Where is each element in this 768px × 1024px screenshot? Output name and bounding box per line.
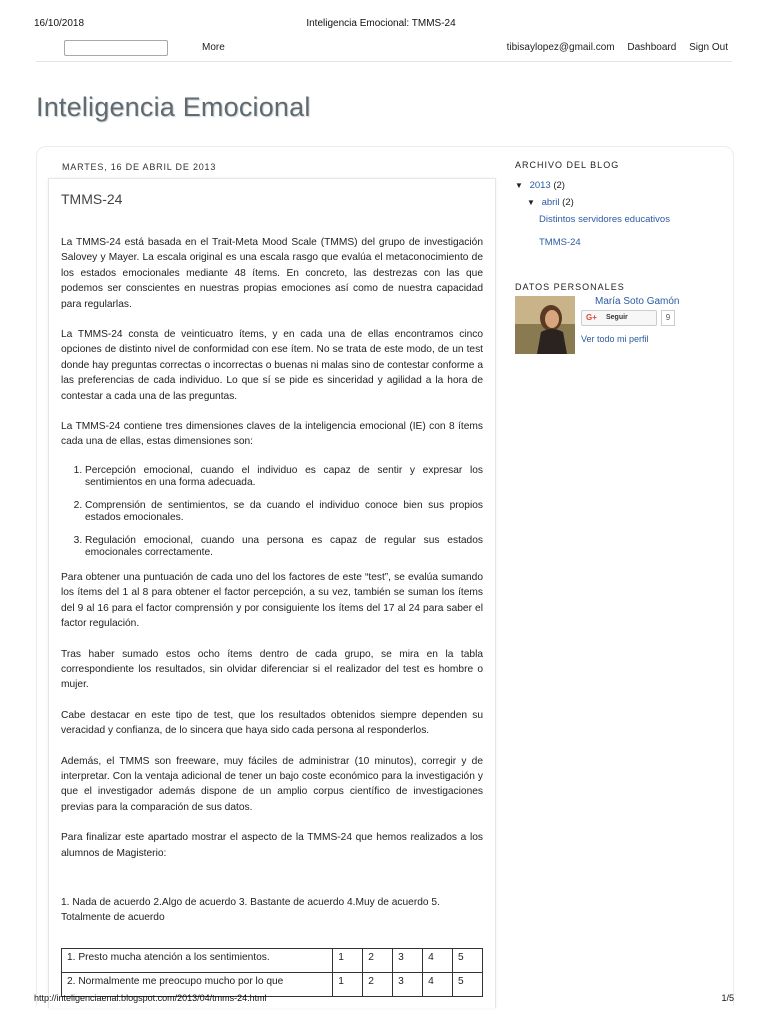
table-cell: 1 [333,948,363,972]
avatar[interactable] [515,296,575,354]
archive-month-count: (2) [562,197,574,208]
triangle-down-icon[interactable]: ▼ [515,181,523,190]
profile-name-link[interactable]: María Soto Gamón [595,296,680,307]
table-cell: 3 [393,948,423,972]
post-paragraph: Cabe destacar en este tipo de test, que los resultados obtenidos siempre dependen su veracidad y confianza, de lo sincera que haya sido cada persona al responderlos. [61,709,483,737]
archive-month-link[interactable]: abril [541,197,560,208]
print-date: 16/10/2018 [34,18,85,29]
post-body [61,235,483,997]
post-paragraph: Para finalizar este apartado mostrar el aspecto de la TMMS-24 que hemos realizados a los alumnos de Magisterio: [61,832,483,859]
print-page-number: 1/5 [721,993,734,1003]
table-cell: 2 [363,972,393,996]
archive-post-link[interactable]: TMMS-24 [539,237,581,248]
post-paragraph: La TMMS-24 está basada en el Trait-Meta Mood Scale (TMMS) del grupo de investigación Salovey y Mayer. La escala original es una escala rasgo que evalúa el metaconocimiento de los estados emocionales mediante 48 ítems. En concreto, las destrezas con las que podemos ser conscientes en nuestras propias emociones así como de nuestra capacidad para regularlas. [61,237,483,310]
view-profile-link[interactable]: Ver todo mi perfil [581,334,649,344]
post [48,178,496,1008]
post-date-header: MARTES, 16 DE ABRIL DE 2013 [62,162,217,172]
navbar-user-links [497,42,728,53]
post-paragraph: La TMMS-24 contiene tres dimensiones claves de la inteligencia emocional (IE) con 8 ítems cada una de ellas, estas dimensiones son: [61,421,483,448]
blogger-navbar [36,38,732,62]
navbar-user-email: tibisaylopez@gmail.com [506,42,615,53]
follow-count: 9 [661,310,675,326]
google-plus-icon: G+ [586,313,597,322]
scale-legend: 1. Nada de acuerdo 2.Algo de acuerdo 3. Bastante de acuerdo 4.Muy de acuerdo 5. Totalmente de acuerdo [61,896,440,924]
post-paragraph: Además, el TMMS son freeware, muy fáciles de administrar (10 minutos), corregir y de interpretar. Con la ventaja adicional de tener un bajo coste económico para la investigación y que el investigador además dispone de un amplio corpus científico de investigaciones previas para la comparación de sus datos. [61,755,483,813]
table-cell: 2 [363,948,393,972]
dimensions-list [61,465,483,560]
blog-title[interactable]: Inteligencia Emocional [36,92,311,122]
list-item: 1. Percepción emocional, cuando el individuo es capaz de sentir y expresar los sentimientos en una forma adecuada. [85,465,483,490]
navbar-more-link[interactable]: More [202,42,225,53]
profile-widget [515,296,725,366]
table-cell: 4 [423,972,453,996]
table-cell: 5 [453,972,483,996]
table-cell: 4 [423,948,453,972]
archive-month-item [515,197,725,208]
navbar-dashboard-link[interactable]: Dashboard [627,42,677,53]
archive-year-count: (2) [553,180,565,191]
print-url: http://inteligenciaenal.blogspot.com/2013/04/tmms-24.html [34,993,267,1003]
triangle-down-icon[interactable]: ▼ [527,198,535,207]
list-item: 3. Regulación emocional, cuando una persona es capaz de regular sus estados emocionales correctamente. [85,535,483,560]
archive-year-link[interactable]: 2013 [529,180,551,191]
table-row [62,948,483,972]
navbar-search-input[interactable] [64,40,168,56]
table-cell: 1 [333,972,363,996]
table-cell: 5 [453,948,483,972]
list-item: 2. Comprensión de sentimientos, se da cuando el individuo conoce bien sus propios estados emocionales. [85,500,483,525]
print-page-title: Inteligencia Emocional: TMMS-24 [306,18,456,29]
archive-year-item [515,180,725,191]
follow-button[interactable] [581,310,657,326]
post-title[interactable]: TMMS-24 [61,191,123,207]
table-cell: 1. Presto mucha atención a los sentimientos. [62,948,333,972]
archive-heading: ARCHIVO DEL BLOG [515,160,620,170]
post-paragraph: Para obtener una puntuación de cada uno del los factores de este “test”, se evalúa sumando los ítems del 1 al 8 para obtener el factor percepción, a su vez, también se suman los ítems del 9 al 16 para el factor comprensión y por consiguiente los ítems del 17 al 24 para saber el factor regulación. [61,571,483,630]
table-cell: 3 [393,972,423,996]
archive-post-link[interactable]: Distintos servidores educativos [539,214,670,225]
post-paragraph: La TMMS-24 consta de veinticuatro ítems, y en cada una de ellas encontramos cinco opciones de distinto nivel de conformidad con ese ítem. No se trata de este modo, de un test donde hay preguntas correctas o incorrectas o buenas ni malas sino de contestar conforme a las preferencias de cada individuo. Lo que sí se pide es sinceridad y agilidad a la hora de contestar a cada una de las preguntas. [61,329,483,402]
survey-table [61,948,483,997]
follow-label: Seguir [606,314,628,321]
profile-heading: DATOS PERSONALES [515,282,625,292]
sidebar [515,160,725,366]
print-header [34,18,728,32]
navbar-signout-link[interactable]: Sign Out [689,42,728,53]
table-cell: 2. Normalmente me preocupo mucho por lo que [62,972,333,996]
post-paragraph: Tras haber sumado estos ocho ítems dentro de cada grupo, se mira en la tabla correspondiente los resultados, sin olvidar diferenciar si el realizador del test es hombre o mujer. [61,648,483,691]
